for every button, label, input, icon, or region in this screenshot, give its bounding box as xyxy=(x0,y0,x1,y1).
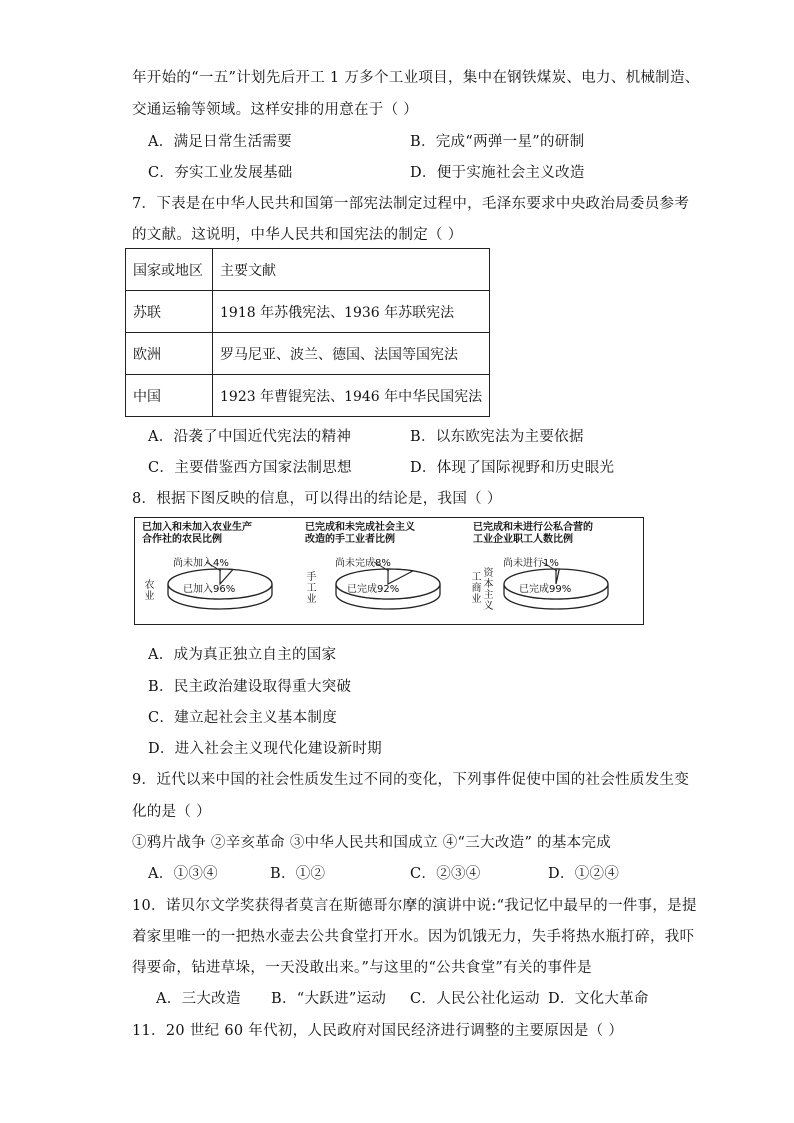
q8-stem: 8．根据下图反映的信息，可以得出的结论是，我国（ ） xyxy=(132,491,502,507)
table-cell: 欧洲 xyxy=(126,333,213,375)
pie2-label-major: 已完成92% xyxy=(347,584,400,595)
q7-option-a[interactable]: A．沿袭了中国近代宪法的精神 xyxy=(148,429,352,445)
q7-stem-line1: 7．下表是在中华人民共和国第一部宪法制定过程中，毛泽东要求中央政治局委员参考 xyxy=(132,196,690,212)
q6-option-c[interactable]: C．夯实工业发展基础 xyxy=(148,165,293,181)
pie3-chart xyxy=(471,518,641,624)
q6-option-d[interactable]: D．便于实施社会主义改造 xyxy=(410,165,585,181)
table-row xyxy=(126,333,490,375)
pie3-label-major: 已完成99% xyxy=(519,584,572,595)
table-header-cell: 主要文献 xyxy=(213,249,490,291)
pie3-side-label-b: 工商业 xyxy=(471,572,482,605)
table-cell: 1918 年苏俄宪法、1936 年苏联宪法 xyxy=(213,291,490,333)
q10-option-d[interactable]: D．文化大革命 xyxy=(548,991,649,1007)
pie2-title-line2: 改造的手工业者比例 xyxy=(305,534,395,545)
q8-option-c[interactable]: C．建立起社会主义基本制度 xyxy=(148,710,337,726)
q10-stem-line2: 着家里唯一的一把热水壶去公共食堂打开水。因为饥饿无力，失手将热水瓶打碎，我吓 xyxy=(132,929,695,945)
q10-stem-line1: 10．诺贝尔文学奖获得者莫言在斯德哥尔摩的演讲中说:“我记忆中最早的一件事，是提 xyxy=(132,898,697,914)
q9-option-b[interactable]: B．①② xyxy=(270,866,326,882)
pie2-side-label: 手工业 xyxy=(306,572,317,605)
constitution-reference-table xyxy=(125,248,490,417)
q10-option-a[interactable]: A．三大改造 xyxy=(156,991,241,1007)
socialist-transformation-figure xyxy=(134,517,644,625)
q6-option-b[interactable]: B．完成“两弹一星”的研制 xyxy=(410,134,585,150)
pie3-side-label-a: 资本主义 xyxy=(483,568,494,612)
table-cell: 中国 xyxy=(126,375,213,417)
q6-stem-line2: 交通运输等领域。这样安排的用意在于（ ） xyxy=(132,102,419,118)
q8-option-d[interactable]: D．进入社会主义现代化建设新时期 xyxy=(148,741,382,757)
q9-stem-line2: 化的是（ ） xyxy=(132,804,211,820)
pie1-title-line2: 合作社的农民比例 xyxy=(142,534,222,545)
q7-option-c[interactable]: C．主要借鉴西方国家法制思想 xyxy=(148,460,352,476)
table-cell: 罗马尼亚、波兰、德国、法国等国宪法 xyxy=(213,333,490,375)
q11-stem: 11．20 世纪 60 年代初，人民政府对国民经济进行调整的主要原因是（ ） xyxy=(132,1023,624,1039)
q7-stem-line2: 的文献。这说明，中华人民共和国宪法的制定（ ） xyxy=(132,227,463,243)
pie3-label-minor: 尚未进行1% xyxy=(503,558,559,569)
table-header-cell: 国家或地区 xyxy=(126,249,213,291)
q6-stem-line1: 年开始的“一五”计划先后开工 1 万多个工业项目，集中在钢铁煤炭、电力、机械制造、 xyxy=(132,70,700,86)
table-cell: 苏联 xyxy=(126,291,213,333)
pie1-title-line1: 已加入和未加入农业生产 xyxy=(142,522,252,533)
q7-option-b[interactable]: B．以东欧宪法为主要依据 xyxy=(410,429,584,445)
pie2-title-line1: 已完成和未完成社会主义 xyxy=(305,522,415,533)
q8-option-b[interactable]: B．民主政治建设取得重大突破 xyxy=(148,679,352,695)
table-row xyxy=(126,291,490,333)
q7-option-d[interactable]: D．体现了国际视野和历史眼光 xyxy=(410,460,615,476)
pie3-title-line1: 已完成和未进行公私合营的 xyxy=(473,522,593,533)
q10-option-c[interactable]: C．人民公社化运动 xyxy=(410,991,540,1007)
q8-option-a[interactable]: A．成为真正独立自主的国家 xyxy=(148,647,337,663)
pie2-chart xyxy=(303,518,473,624)
q6-option-a[interactable]: A．满足日常生活需要 xyxy=(148,134,292,150)
q9-option-d[interactable]: D．①②④ xyxy=(548,866,620,882)
table-cell: 1923 年曹锟宪法、1946 年中华民国宪法 xyxy=(213,375,490,417)
pie2-label-minor: 尚未完成8% xyxy=(335,558,391,569)
q10-stem-line3: 得要命，钻进草垛，一天没敢出来。”与这里的“公共食堂”有关的事件是 xyxy=(132,960,592,976)
pie1-chart xyxy=(135,518,305,624)
q9-items: ①鸦片战争 ②辛亥革命 ③中华人民共和国成立 ④“三大改造” 的基本完成 xyxy=(132,835,612,851)
q9-stem-line1: 9．近代以来中国的社会性质发生过不同的变化，下列事件促使中国的社会性质发生变 xyxy=(132,772,690,788)
pie1-side-label: 农业 xyxy=(144,580,155,602)
q10-option-b[interactable]: B．“大跃进”运动 xyxy=(271,991,387,1007)
table-header-row xyxy=(126,249,490,291)
q9-option-c[interactable]: C．②③④ xyxy=(410,866,481,882)
pie1-label-minor: 尚未加入4% xyxy=(173,558,229,569)
pie1-label-major: 已加入96% xyxy=(183,584,236,595)
q9-option-a[interactable]: A．①③④ xyxy=(148,866,218,882)
pie3-title-line2: 工业企业职工人数比例 xyxy=(473,534,573,545)
table-row xyxy=(126,375,490,417)
